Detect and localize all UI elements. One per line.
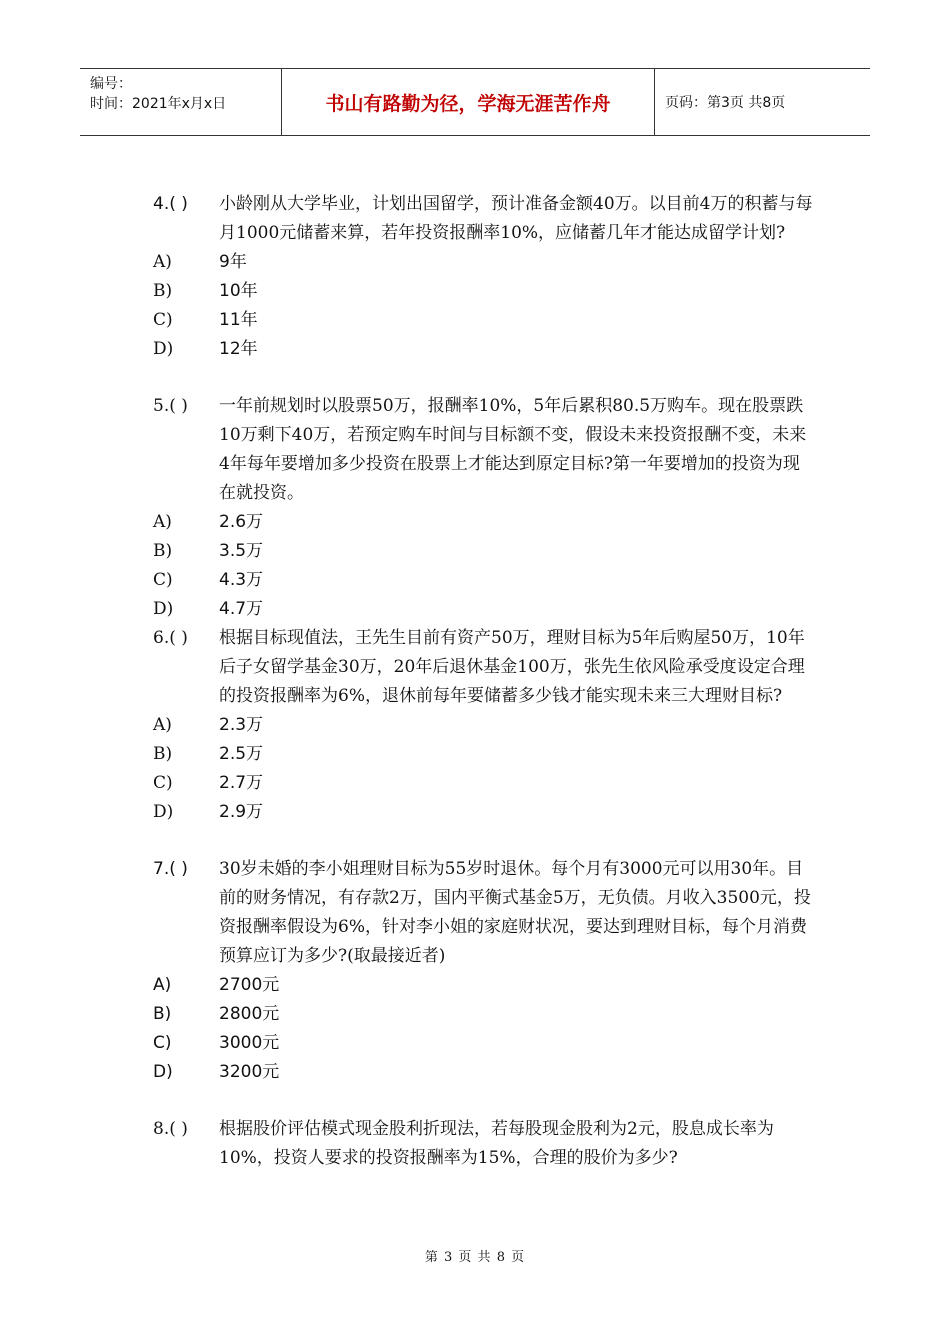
option-d — [153, 595, 813, 624]
question-6 — [153, 624, 813, 711]
option-value: 2.5万 — [219, 744, 264, 764]
question-text: 根据股价评估模式现金股利折现法，若每股现金股利为2元，股息成长率为10%，投资人要求的投资报酬率为15%，合理的股价为多少? — [219, 1119, 774, 1168]
option-d — [153, 335, 813, 364]
option-a — [153, 508, 813, 537]
option-b — [153, 1000, 813, 1029]
header-meta — [80, 69, 282, 135]
question-text: 一年前规划时以股票50万，报酬率10%，5年后累积80.5万购车。现在股票跌10万剩下40万，若预定购车时间与目标额不变，假设未来投资报酬不变，未来4年每年要增加多少投资在股票上才能达到原定目标?第一年要增加的投资为现在就投资。 — [219, 396, 807, 503]
option-value: 10年 — [219, 281, 258, 301]
question-8 — [153, 1115, 813, 1173]
option-c — [153, 1029, 813, 1058]
option-a — [153, 971, 813, 1000]
option-b — [153, 537, 813, 566]
question-number: 5.( ) — [153, 396, 188, 416]
option-label: B) — [153, 744, 173, 764]
option-a — [153, 711, 813, 740]
option-value: 2.9万 — [219, 802, 264, 822]
option-label: A) — [153, 975, 172, 995]
option-label: C) — [153, 310, 173, 330]
option-label: A) — [153, 252, 172, 272]
option-value: 2.6万 — [219, 512, 264, 532]
option-value: 2.3万 — [219, 715, 264, 735]
option-value: 3000元 — [219, 1033, 280, 1053]
question-number: 4.( ) — [153, 194, 188, 214]
option-label: D) — [153, 339, 174, 359]
question-number: 6.( ) — [153, 628, 188, 648]
option-label: A) — [153, 512, 172, 532]
option-value: 4.3万 — [219, 570, 264, 590]
question-text: 30岁未婚的李小姐理财目标为55岁时退休。每个月有3000元可以用30年。目前的财务情况，有存款2万，国内平衡式基金5万，无负债。月收入3500元，投资报酬率假设为6%，针对李小姐的家庭财状况，要达到理财目标，每个月消费预算应订为多少?(取最接近者) — [219, 859, 811, 966]
option-value: 2.7万 — [219, 773, 264, 793]
page-header — [80, 68, 870, 136]
option-label: C) — [153, 1033, 172, 1053]
option-c — [153, 566, 813, 595]
question-7 — [153, 855, 813, 971]
option-value: 12年 — [219, 339, 258, 359]
header-motto: 书山有路勤为径，学海无涯苦作舟 — [282, 69, 655, 135]
option-b — [153, 277, 813, 306]
option-d — [153, 1058, 813, 1087]
option-value: 3.5万 — [219, 541, 264, 561]
option-d — [153, 798, 813, 827]
option-a — [153, 248, 813, 277]
option-label: B) — [153, 281, 173, 301]
option-c — [153, 306, 813, 335]
question-5 — [153, 392, 813, 508]
spacer — [153, 827, 813, 855]
header-page-info: 页码：第3页 共8页 — [665, 95, 786, 111]
question-list — [153, 190, 813, 1173]
question-number: 7.( ) — [153, 859, 188, 879]
question-text: 小龄刚从大学毕业，计划出国留学，预计准备金额40万。以目前4万的积蓄与每月1000元储蓄来算，若年投资报酬率10%，应储蓄几年才能达成留学计划? — [219, 194, 813, 243]
option-b — [153, 740, 813, 769]
option-label: B) — [153, 1004, 172, 1024]
time-label: 时间：2021年x月x日 — [90, 96, 227, 112]
spacer — [153, 1087, 813, 1115]
option-value: 4.7万 — [219, 599, 264, 619]
option-label: C) — [153, 570, 173, 590]
option-value: 3200元 — [219, 1062, 280, 1082]
option-value: 2700元 — [219, 975, 280, 995]
option-value: 9年 — [219, 252, 247, 272]
question-4 — [153, 190, 813, 248]
option-value: 2800元 — [219, 1004, 280, 1024]
spacer — [153, 364, 813, 392]
option-label: D) — [153, 802, 174, 822]
question-text: 根据目标现值法，王先生目前有资产50万，理财目标为5年后购屋50万，10年后子女留学基金30万，20年后退休基金100万，张先生依风险承受度设定合理的投资报酬率为6%，退休前每年要储蓄多少钱才能实现未来三大理财目标? — [219, 628, 805, 706]
question-number: 8.( ) — [153, 1119, 188, 1139]
option-label: B) — [153, 541, 173, 561]
option-label: D) — [153, 599, 174, 619]
option-label: D) — [153, 1062, 173, 1082]
option-label: A) — [153, 715, 172, 735]
option-c — [153, 769, 813, 798]
number-label: 编号： — [90, 76, 132, 92]
option-label: C) — [153, 773, 173, 793]
option-value: 11年 — [219, 310, 258, 330]
page-footer: 第 3 页 共 8 页 — [424, 1250, 526, 1265]
